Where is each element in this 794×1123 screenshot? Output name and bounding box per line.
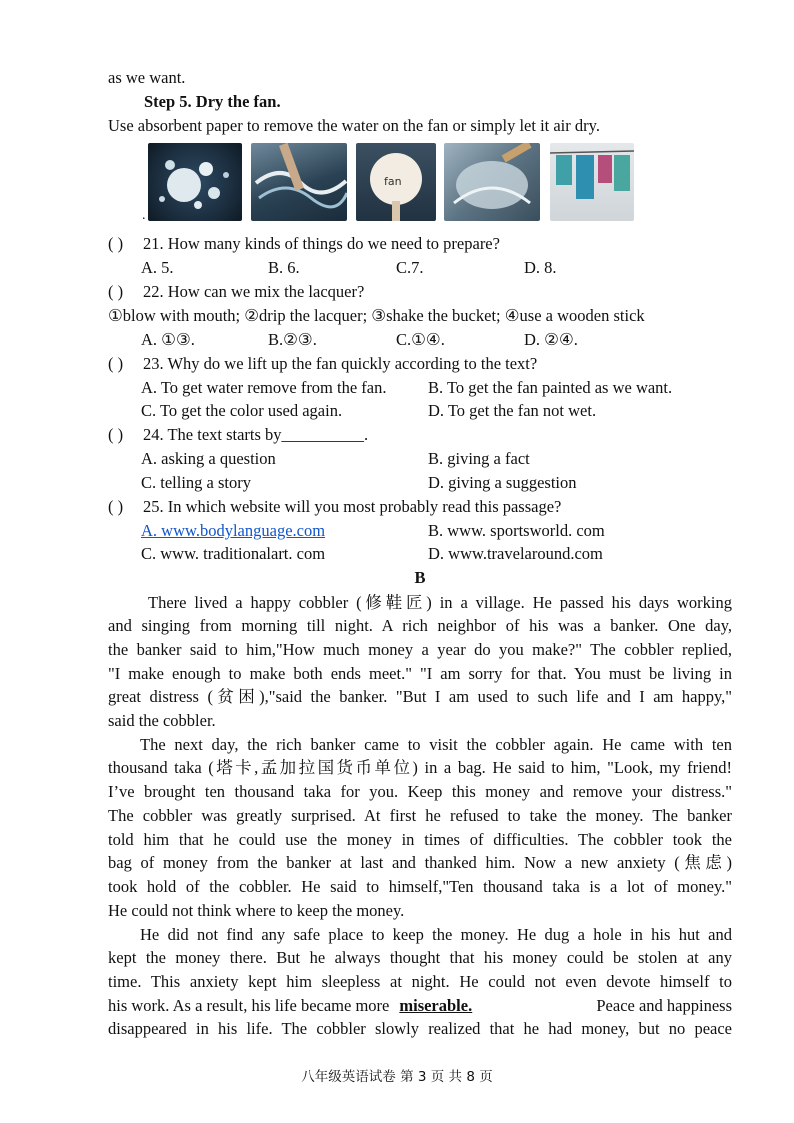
p2-line-5: told him that he could use the money in times of difficulties. The cobbler took the [108, 830, 732, 849]
p2-line-7: took hold of the cobbler. He said to himself,"Ten thousand taka is a lot of money." [108, 877, 732, 896]
q22-option-b: B.②③. [268, 330, 317, 349]
q23-option-b: B. To get the fan painted as we want. [428, 378, 673, 397]
p3-line-5: disappeared in his life. The cobbler slowly realized that he had money, but no peace [108, 1019, 732, 1038]
p1-line-5: great distress (贫困),"said the banker. "But I am used to such life and I am happy," [108, 687, 732, 706]
lifting-image [444, 143, 540, 221]
p2-line-4: The cobbler was greatly surprised. At first he refused to take the money. The banker [108, 806, 732, 825]
p3-line-4 [108, 994, 732, 1018]
q24-option-b: B. giving a fact [428, 449, 530, 468]
page-footer: 八年级英语试卷 第 3 页 共 8 页 [301, 1069, 493, 1085]
q24-option-c: C. telling a story [141, 473, 251, 492]
q25-option-d: D. www.travelaround.com [428, 544, 603, 563]
p1-line-3: the banker said to him,"How much money a year do you make?" The cobbler replied, [108, 640, 732, 659]
q25-text: 25. In which website will you most probably read this passage? [143, 497, 562, 516]
fan-image [356, 143, 436, 221]
photo-mixing [251, 143, 347, 221]
q25-option-c: C. www. traditionalart. com [141, 544, 326, 563]
q23-blank: ( ) [108, 354, 124, 373]
q24-option-d: D. giving a suggestion [428, 473, 577, 492]
p1-line-6: said the cobbler. [108, 711, 216, 730]
q22-note: ①blow with mouth; ②drip the lacquer; ③shake the bucket; ④use a wooden stick [108, 306, 645, 325]
q21-option-b: B. 6. [268, 258, 300, 277]
q24-option-a: A. asking a question [141, 449, 276, 468]
photo-dot: . [142, 208, 146, 223]
p3-line-3: time. This anxiety kept him sleepless at night. He could not even devote himself to [108, 972, 732, 991]
step-text: Use absorbent paper to remove the water on the fan or simply let it air dry. [108, 116, 600, 135]
step-title: Step 5. Dry the fan. [144, 92, 281, 111]
q22-blank: ( ) [108, 282, 124, 301]
q21-option-c: C.7. [396, 258, 424, 277]
fan-label: fan [384, 175, 402, 188]
p1-line-2: and singing from morning till night. A rich neighbor of his was a banker. One day, [108, 616, 732, 635]
p2-line-1: The next day, the rich banker came to visit the cobbler again. He came with ten [140, 735, 732, 754]
q25-option-b: B. www. sportsworld. com [428, 521, 605, 540]
drying-fans-image [550, 143, 634, 221]
p2-line-3: I’ve brought ten thousand taka for you. Keep this money and remove your distress." [108, 782, 732, 801]
photo-lifting [444, 143, 540, 221]
q21-option-d: D. 8. [524, 258, 557, 277]
q24-blank: ( ) [108, 425, 124, 444]
continuation-text: as we want. [108, 68, 186, 87]
section-b-title: B [414, 568, 426, 587]
q24-text: 24. The text starts by__________. [143, 425, 369, 444]
p2-line-2: thousand taka (塔卡,孟加拉国货币单位) in a bag. He said to him, "Look, my friend! [108, 758, 732, 777]
q22-option-d: D. ②④. [524, 330, 578, 349]
miserable-word: miserable. [399, 996, 473, 1015]
q23-text: 23. Why do we lift up the fan quickly according to the text? [143, 354, 538, 373]
q23-option-c: C. To get the color used again. [141, 401, 343, 420]
p1-line-4: "I make enough to make both ends meet." "I am sorry for that. You must be living in [108, 664, 732, 683]
p3-line-4-tail: Peace and happiness [596, 996, 732, 1015]
p3-line-1: He did not find any safe place to keep the money. He dug a hole in his hut and [140, 925, 732, 944]
q23-option-a: A. To get water remove from the fan. [141, 378, 387, 397]
photo-drying [550, 143, 634, 221]
q21-blank: ( ) [108, 234, 124, 253]
p2-line-6: bag of money from the banker at last and thanked him. Now a new anxiety (焦虑) [108, 853, 732, 872]
q22-text: 22. How can we mix the lacquer? [143, 282, 365, 301]
q22-option-c: C.①④. [396, 330, 445, 349]
photo-fan [356, 143, 436, 221]
q23-option-d: D. To get the fan not wet. [428, 401, 597, 420]
p2-line-8: He could not think where to keep the money. [108, 901, 405, 920]
lacquer-drops-image [148, 143, 242, 221]
photo-lacquer-bucket [148, 143, 242, 221]
p3-line-2: kept the money there. But he always thought that his money could be stolen at any [108, 948, 732, 967]
p3-line-4-head: his work. As a result, his life became more [108, 996, 390, 1015]
q25-blank: ( ) [108, 497, 124, 516]
q25-option-a-link[interactable]: A. www.bodylanguage.com [141, 521, 326, 540]
mixing-swirl-image [251, 143, 347, 221]
q22-option-a: A. ①③. [141, 330, 195, 349]
p1-line-1: There lived a happy cobbler (修鞋匠) in a village. He passed his days working [148, 593, 732, 612]
q21-option-a: A. 5. [141, 258, 174, 277]
q21-text: 21. How many kinds of things do we need to prepare? [143, 234, 500, 253]
